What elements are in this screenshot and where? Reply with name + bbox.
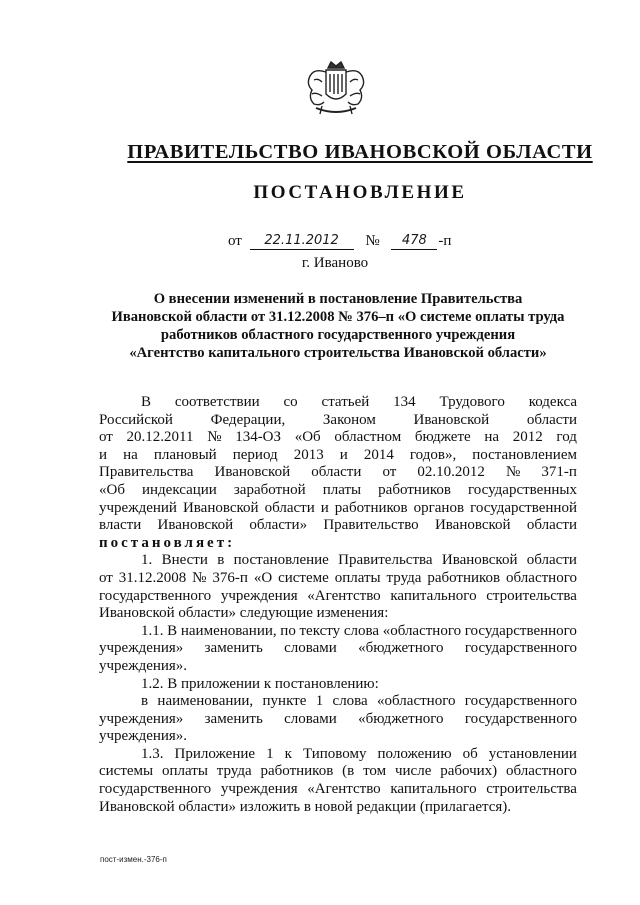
word: словами <box>284 710 337 727</box>
handwritten-number: 478 <box>391 233 437 250</box>
word: государственных <box>468 481 577 498</box>
document-body <box>99 394 577 816</box>
body-line <box>99 763 577 781</box>
body-line <box>99 552 577 570</box>
subject-line: работников областного государственного учреждения <box>160 327 516 343</box>
word: учреждения <box>220 587 298 604</box>
word: Правительства <box>99 464 194 481</box>
body-line <box>99 482 577 500</box>
word: 1.3. <box>141 745 164 762</box>
word: бюджете <box>414 429 471 446</box>
word: 376-п <box>212 569 248 586</box>
word: труда <box>216 763 252 780</box>
subject-line: «Агентство капитального строительства Ивановской области» <box>129 345 547 361</box>
word: Ивановской <box>434 517 511 534</box>
word: на <box>123 446 138 463</box>
word: к <box>284 745 292 762</box>
word: положению <box>377 745 452 762</box>
word: в <box>217 552 225 569</box>
word: кодекса <box>528 394 577 410</box>
body-line <box>99 500 577 518</box>
word: В <box>141 394 152 410</box>
word: Ивановской <box>157 517 234 534</box>
coat-of-arms-icon <box>300 58 372 120</box>
word: платы <box>322 481 362 498</box>
word: плановый <box>153 446 217 463</box>
word: «бюджетного <box>358 640 444 657</box>
body-line <box>99 711 577 729</box>
word: 1.1. <box>141 622 164 639</box>
word: 2013 <box>293 446 324 463</box>
word: индексации <box>142 481 217 498</box>
word: власти <box>99 517 142 534</box>
body-line <box>99 464 577 482</box>
word: государственного <box>464 710 577 727</box>
word: от <box>99 429 113 446</box>
body-line <box>99 588 577 606</box>
word: «Агентство <box>307 781 381 798</box>
word: оплаты <box>334 569 381 586</box>
word: учреждения» <box>99 640 184 657</box>
word: государственного <box>464 622 577 639</box>
word: заменить <box>204 710 263 727</box>
body-line <box>99 517 577 535</box>
word: работников <box>427 569 501 586</box>
word: областного <box>506 569 577 586</box>
word: 31.12.2008 <box>118 569 187 586</box>
body-line <box>99 746 577 764</box>
word: «Об <box>99 481 125 498</box>
word: 02.10.2012 <box>417 464 485 481</box>
word: области <box>526 411 577 428</box>
word: Внести <box>161 552 208 569</box>
word: органов <box>413 499 465 516</box>
word: Законом <box>322 411 376 428</box>
word: слова <box>343 622 380 639</box>
word: тексту <box>299 622 341 639</box>
word: Трудового <box>439 394 505 410</box>
word: областном <box>334 429 402 446</box>
word: строительства <box>486 587 577 604</box>
word: и <box>320 499 329 516</box>
word: Федерации, <box>210 411 286 428</box>
number-suffix: -п <box>438 233 452 249</box>
word: области <box>311 464 362 481</box>
word: Российской <box>99 411 173 428</box>
body-line: Ивановской области» изложить в новой редакции (прилагается). <box>99 798 512 815</box>
document-subject <box>96 290 580 362</box>
word: «О <box>253 569 273 586</box>
word: наименовании, <box>157 693 254 710</box>
word: рабочих) <box>440 763 498 780</box>
word: 2014 <box>363 446 394 463</box>
word: Ивановской <box>182 499 259 516</box>
body-line: учреждения». <box>99 728 188 745</box>
word: государственного <box>464 640 577 657</box>
word: строительства <box>486 781 577 798</box>
word: заработной <box>233 481 306 498</box>
word: «областного <box>382 622 462 639</box>
word: № <box>207 429 222 446</box>
word: государственной <box>470 499 577 516</box>
word: В <box>167 622 178 639</box>
word: учреждения <box>220 781 298 798</box>
word: учреждений <box>99 499 177 516</box>
handwritten-date: 22.11.2012 <box>250 233 354 250</box>
body-line <box>99 429 577 447</box>
word: словами <box>284 640 337 657</box>
word: государственного <box>99 781 212 798</box>
word: числе <box>394 763 432 780</box>
word: области <box>264 499 315 516</box>
body-line <box>99 623 577 641</box>
word: и <box>99 446 108 463</box>
date-number-line <box>228 233 451 253</box>
body-line: Ивановской области» следующие изменения: <box>99 605 389 622</box>
word: работников <box>378 481 451 498</box>
word: Правительства <box>338 552 433 569</box>
body-line <box>99 447 577 465</box>
word: «Об <box>294 429 321 446</box>
number-label: № <box>365 233 380 249</box>
word: наименовании, <box>180 622 277 639</box>
word: от <box>99 569 113 586</box>
word: период <box>232 446 278 463</box>
body-line <box>99 640 577 658</box>
word: установлении <box>488 745 577 762</box>
word: 20.12.2011 <box>126 429 194 446</box>
body-line <box>99 412 577 430</box>
word: системы <box>99 763 154 780</box>
word: системе <box>278 569 329 586</box>
word: оплаты <box>161 763 208 780</box>
document-type: ПОСТАНОВЛЕНИЕ <box>253 182 467 203</box>
word: учреждения» <box>99 710 184 727</box>
word: статьей <box>321 394 370 410</box>
government-title: ПРАВИТЕЛЬСТВО ИВАНОВСКОЙ ОБЛАСТИ <box>127 141 593 163</box>
word: «областного <box>377 693 456 710</box>
body-line <box>99 693 577 711</box>
word: об <box>462 745 478 762</box>
word: Ивановской <box>441 552 518 569</box>
word: на <box>484 429 500 446</box>
word: в <box>141 693 149 710</box>
word: областного <box>506 763 577 780</box>
word: Ивановской <box>214 464 291 481</box>
word: год <box>556 429 577 446</box>
word: слова <box>332 693 368 710</box>
word: со <box>283 394 298 410</box>
subject-line: Ивановской области от 31.12.2008 № 376–п «О системе оплаты труда <box>111 309 565 325</box>
word: работников <box>260 763 334 780</box>
body-line <box>99 781 577 799</box>
word: 2012 <box>512 429 543 446</box>
word: заменить <box>204 640 263 657</box>
word: и <box>339 446 348 463</box>
body-line: 1.2. В приложении к постановлению: <box>141 675 379 692</box>
word: государственного <box>464 693 577 710</box>
date-prefix: от <box>228 233 242 249</box>
body-line: учреждения». <box>99 657 188 674</box>
word: № <box>506 464 521 481</box>
word: 134-ОЗ <box>235 429 282 446</box>
subject-line: О внесении изменений в постановление Правительства <box>153 291 523 307</box>
word: капитального <box>390 781 477 798</box>
resolves-word: постановляет: <box>99 534 236 551</box>
word: труда <box>386 569 422 586</box>
word: капитального <box>390 587 477 604</box>
word: 1 <box>315 693 324 710</box>
word: Приложение <box>174 745 256 762</box>
word: по <box>280 622 296 639</box>
footer-code: пост-измен.-376-п <box>100 855 167 864</box>
word: постановлением <box>472 446 577 463</box>
word: том <box>363 763 387 780</box>
body-line <box>99 394 577 412</box>
word: «Агентство <box>307 587 381 604</box>
word: постановление <box>233 552 329 569</box>
word: государственного <box>99 587 212 604</box>
word: работников <box>334 499 408 516</box>
word: соответствии <box>174 394 260 410</box>
word: Ивановской <box>413 411 490 428</box>
word: 134 <box>393 394 416 410</box>
word: области <box>526 517 577 534</box>
word: (в <box>342 763 355 780</box>
city: г. Иваново <box>301 255 369 271</box>
word: Типовому <box>302 745 367 762</box>
word: годов», <box>409 446 457 463</box>
word: от <box>382 464 397 481</box>
word: 1. <box>141 552 153 569</box>
word: области <box>526 552 577 569</box>
word: «бюджетного <box>358 710 444 727</box>
body-line <box>99 570 577 588</box>
word: 1 <box>266 745 274 762</box>
word: № <box>192 569 207 586</box>
word: Правительство <box>323 517 419 534</box>
word: области» <box>249 517 308 534</box>
word: 371-п <box>541 464 577 481</box>
word: пункте <box>262 693 307 710</box>
